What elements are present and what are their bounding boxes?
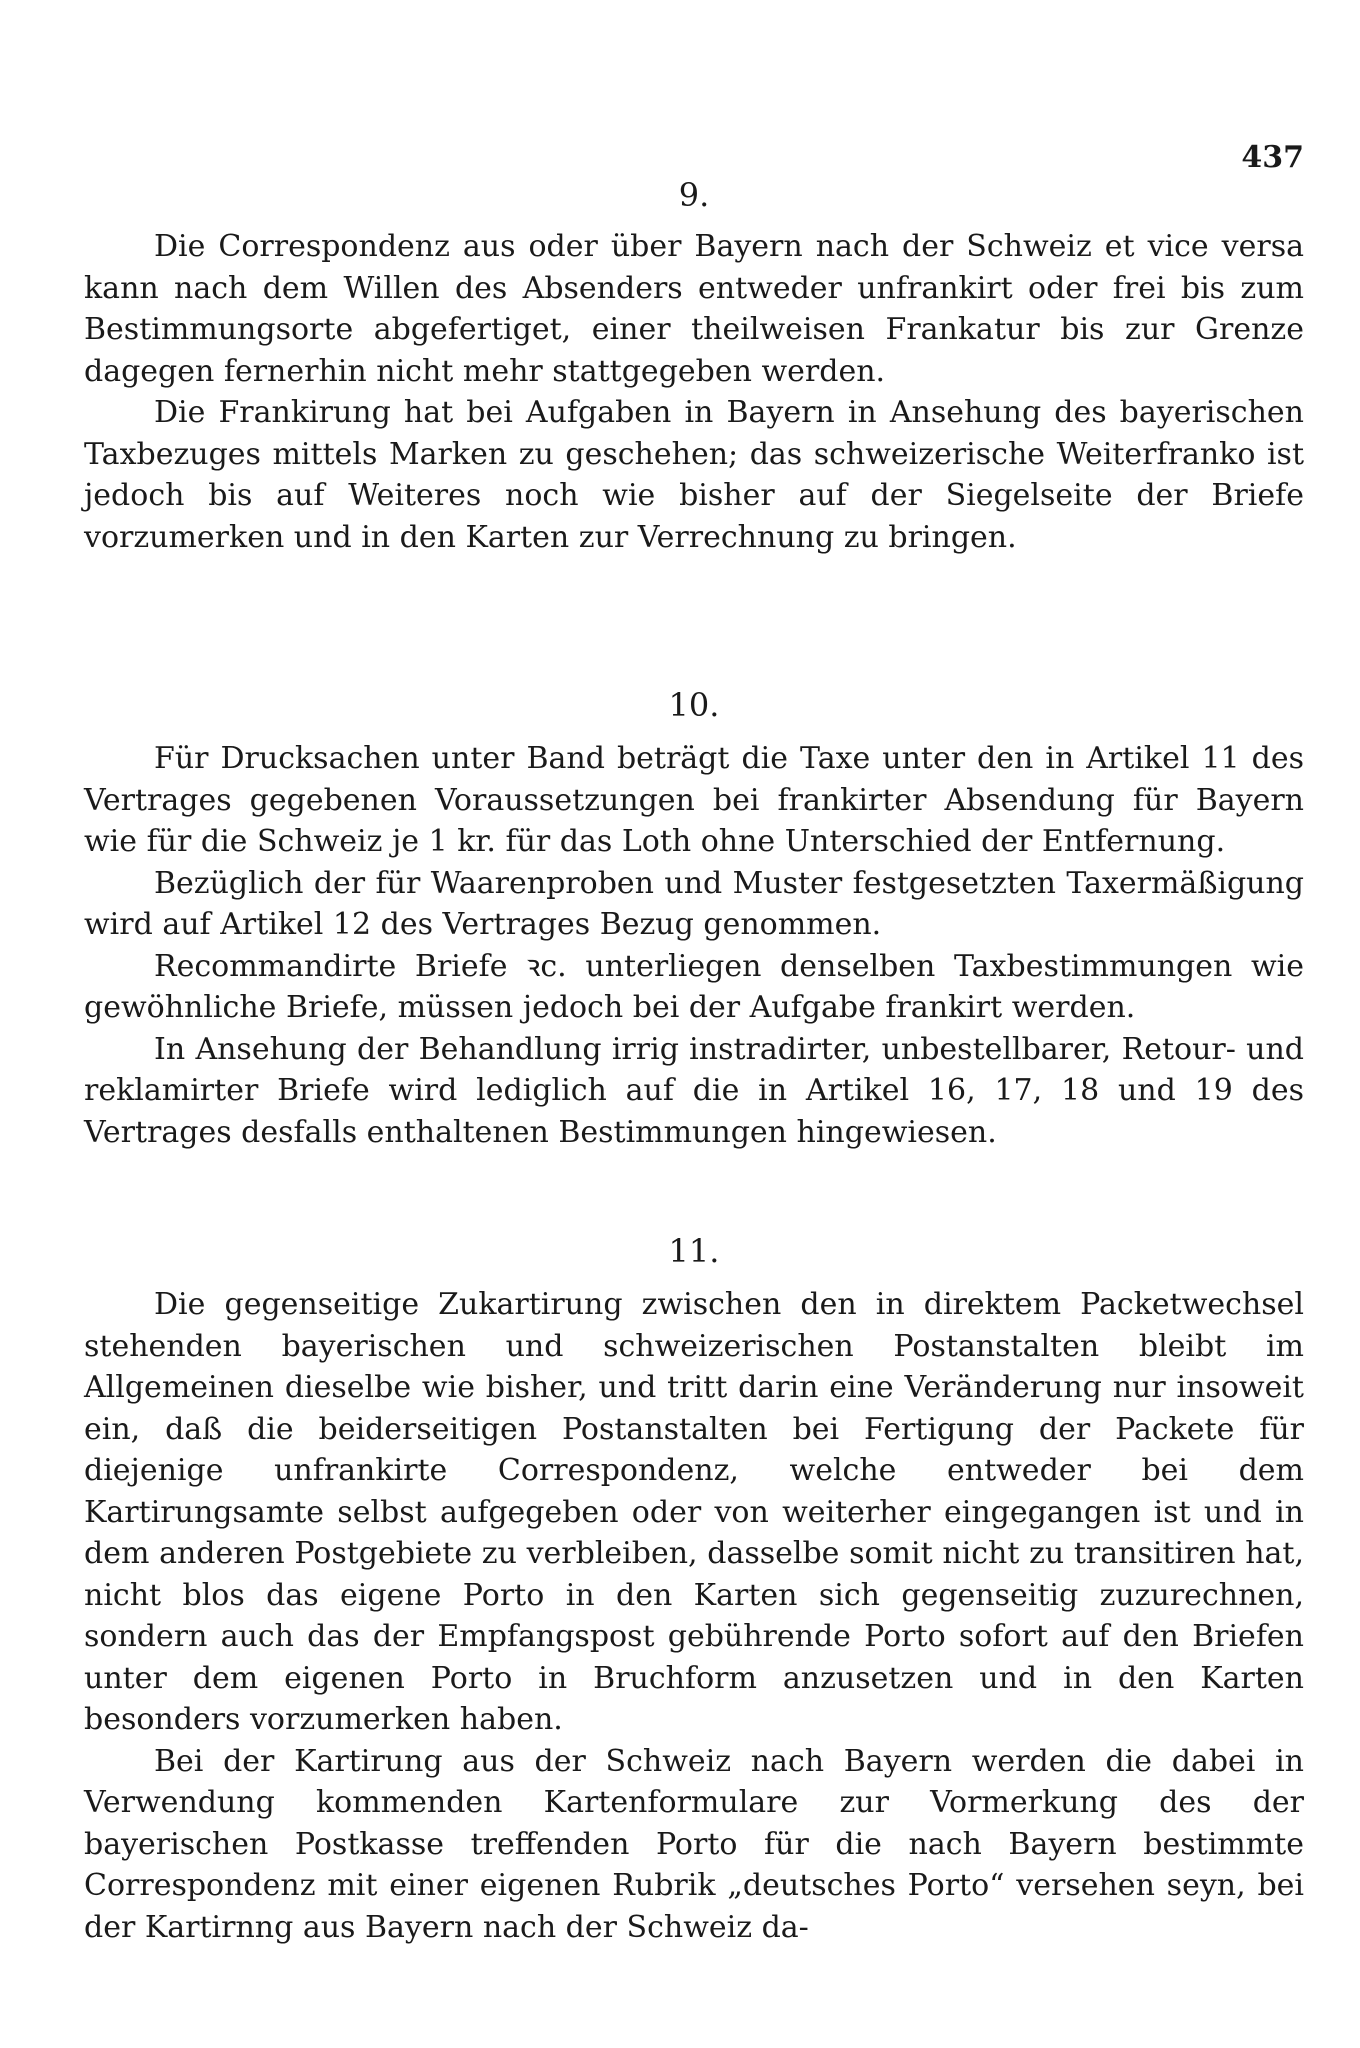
paragraph: Die Frankirung hat bei Aufgaben in Bayern in Ansehung des bayerischen Taxbezuges mittels Marken zu geschehen; das schweizerische Weiterfranko ist jedoch bis auf Weiteres noch wie bisher auf der Siegelseite der Briefe vorzumerken und in den Karten zur Verrechnung zu bringen. — [84, 395, 1304, 555]
section-10 — [84, 684, 1304, 1153]
paragraph: In Ansehung der Behandlung irrig instradirter, unbestellbarer, Retour- und reklamirter Briefe wird lediglich auf die in Artikel 16, 17, 18 und 19 des Vertrages desfalls enthaltenen Bestimmungen hingewiesen. — [84, 1031, 1304, 1150]
paragraph: Recommandirte Briefe ꝛc. unterliegen denselben Taxbestimmungen wie gewöhnliche Briefe, müssen jedoch bei der Aufgabe frankirt werden. — [84, 948, 1304, 1025]
section-9 — [84, 174, 1304, 558]
paragraph: Die gegenseitige Zukartirung zwischen den in direktem Packetwechsel stehenden bayerischen und schweizerischen Postanstalten bleibt im Allgemeinen dieselbe wie bisher, und tritt darin eine Veränderung nur insoweit ein, daß die beiderseitigen Postanstalten bei Fertigung der Packete für diejenige unfrankirte Correspondenz, welche entweder bei dem Kartirungsamte selbst aufgegeben oder von weiterher eingegangen ist und in dem anderen Postgebiete zu verbleiben, dasselbe somit nicht zu transitiren hat, nicht blos das eigene Porto in den Karten sich gegenseitig zuzurechnen, sondern auch das der Empfangspost gebührende Porto sofort auf den Briefen unter dem eigenen Porto in Bruchform anzusetzen und in den Karten besonders vorzumerken haben. — [84, 1287, 1304, 1737]
paragraph: Bei der Kartirung aus der Schweiz nach Bayern werden die dabei in Verwendung kommenden Kartenformulare zur Vormerkung des der bayerischen Postkasse treffenden Porto für die nach Bayern bestimmte Correspondenz mit einer eigenen Rubrik „deutsches Porto“ versehen seyn, bei der Kartirnng aus Bayern nach der Schweiz da- — [84, 1743, 1304, 1945]
paragraph: Für Drucksachen unter Band beträgt die Taxe unter den in Artikel 11 des Vertrages gegebenen Voraussetzungen bei frankirter Absendung für Bayern wie für die Schweiz je 1 kr. für das Loth ohne Unterschied der Entfernung. — [84, 741, 1304, 859]
page-number: 437 — [1241, 140, 1304, 175]
section-11 — [84, 1230, 1304, 1948]
section-number: 10. — [668, 686, 720, 724]
paragraph: Bezüglich der für Waarenproben und Muster festgesetzten Taxermäßigung wird auf Artikel 12 des Vertrages Bezug genommen. — [84, 865, 1304, 942]
section-number: 11. — [668, 1232, 720, 1270]
paragraph: Die Correspondenz aus oder über Bayern nach der Schweiz et vice versa kann nach dem Willen des Absenders entweder unfrankirt oder frei bis zum Bestimmungsorte abgefertiget, einer theilweisen Frankatur bis zur Grenze dagegen fernerhin nicht mehr stattgegeben werden. — [84, 229, 1304, 389]
document-page — [84, 120, 1304, 2020]
section-number: 9. — [678, 176, 710, 214]
